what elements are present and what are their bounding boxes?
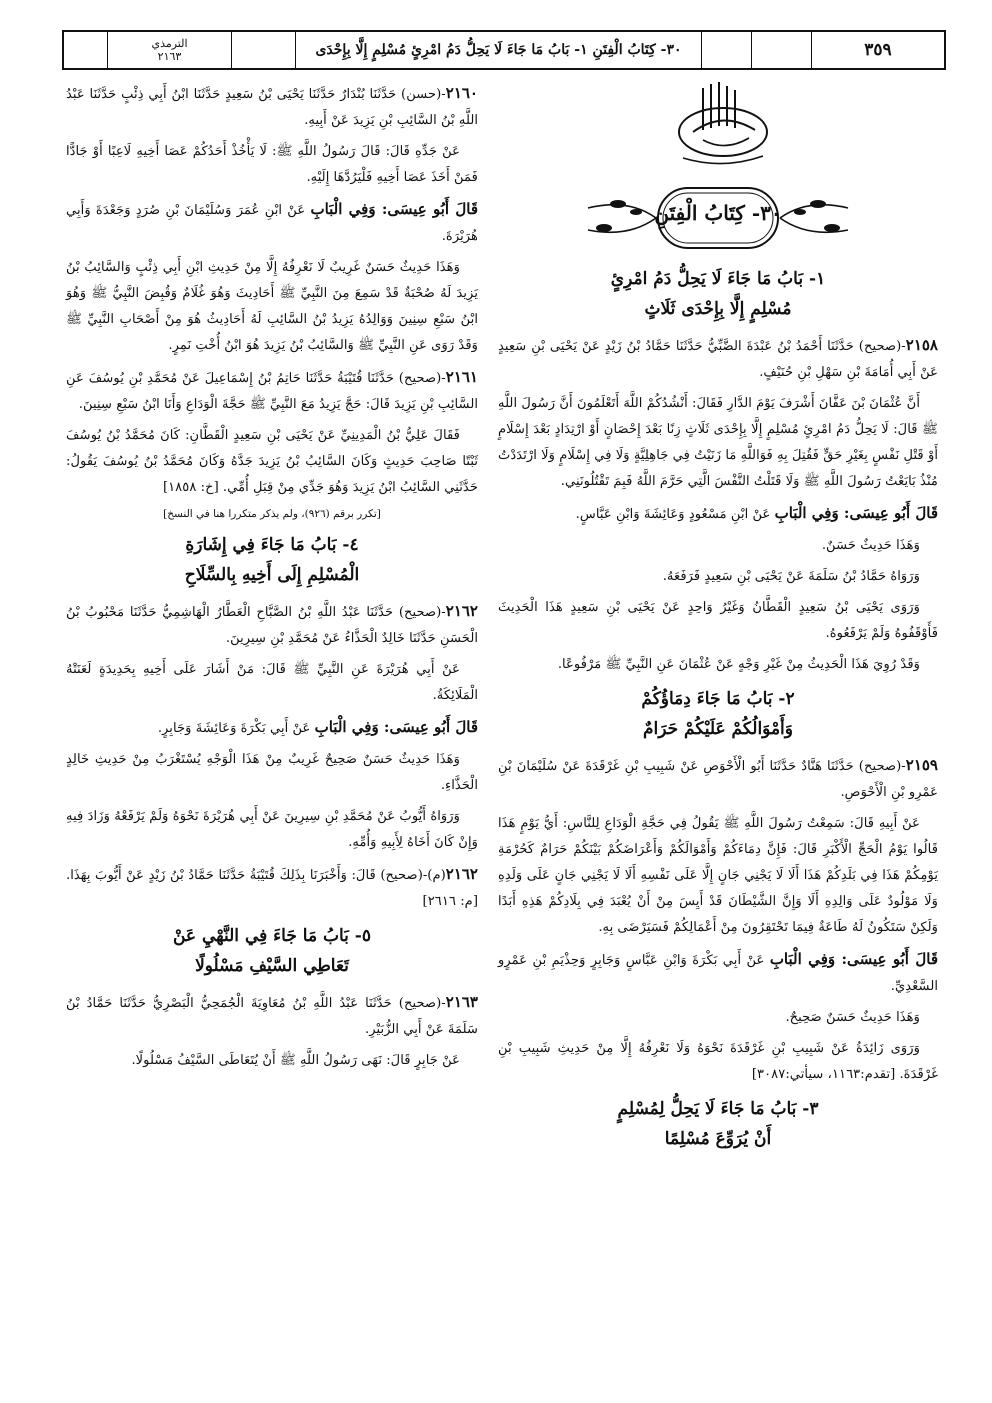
hadith-number: ٢١٦٣	[445, 993, 478, 1011]
chapter-heading	[498, 684, 938, 744]
chapter-heading-line: وَأَمْوَالُكُمْ عَلَيْكُمْ حَرَامٌ	[642, 719, 793, 739]
hadith-grade: وَهَذَا حَدِيثٌ حَسَنٌ صَحِيحٌ غَرِيبٌ مِنْ هَذَا الْوَجْهِ يُسْتَغْرَبُ مِنْ حَدِيثِ خَالِدٍ الْحَذَّاءِ.	[66, 752, 478, 793]
chapter-heading	[498, 264, 938, 324]
header-hadith-range: ٢١٦٣	[157, 50, 182, 63]
book-title-ornament	[568, 178, 868, 258]
abu-isa-label: قَالَ أَبُو عِيسَى: وَفِي الْبَابِ	[310, 200, 478, 218]
hadith-isnad-text: -(صحيح) حَدَّثَنَا عَبْدُ اللَّهِ بْنُ مُعَاوِيَةَ الْجُمَحِيُّ الْبَصْرِيُّ حَدَّثَنَا حَمَّادُ بْنُ سَلَمَةَ عَنْ أَبِي الزُّبَيْرِ.	[66, 996, 478, 1037]
hadith-number: ٢١٦٢	[445, 602, 478, 620]
header-cell-empty	[702, 32, 752, 68]
chapter-heading-line: ٢- بَابُ مَا جَاءَ دِمَاؤُكُمْ	[641, 689, 795, 709]
abu-isa-comment	[66, 714, 478, 742]
header-tirmidhi-label: الترمذي	[151, 37, 188, 50]
hadith-note: وَرَوَى يَحْيَى بْنُ سَعِيدٍ الْقَطَّانُ وَغَيْرُ وَاحِدٍ عَنْ يَحْيَى بْنِ سَعِيدٍ هَذَا الْحَدِيثَ فَأَوْقَفُوهُ وَلَمْ يَرْفَعُوهُ.	[498, 600, 938, 641]
hadith-grade: وَهَذَا حَدِيثٌ حَسَنٌ.	[821, 538, 920, 553]
header-collection	[108, 32, 232, 68]
page-number: ٣٥٩	[864, 40, 892, 60]
chapter-heading-line: ١- بَابُ مَا جَاءَ لَا يَحِلُّ دَمُ امْرِئٍ	[610, 269, 826, 289]
hadith-note: فَقَالَ عَلِيُّ بْنُ الْمَدِينِيِّ عَنْ يَحْيَى بْنِ سَعِيدٍ الْقَطَّانِ: كَانَ مُحَمَّدُ بْنُ يُوسُفَ ثَبْتًا صَاحِبَ حَدِيثٍ وَكَانَ السَّائِبُ بْنُ يَزِيدَ جَدَّهُ وَكَانَ مُحَمَّدُ بْنُ يُوسُفَ يَقُولُ: حَدَّثَنِي السَّائِبُ ابْنُ يَزِيدَ وَهُوَ جَدِّي مِنْ قِبَلِ أُمِّي. [خ: ١٨٥٨]	[66, 428, 478, 495]
hadith-note: وَرَوَاهُ أَيُّوبُ عَنْ مُحَمَّدِ بْنِ سِيرِينَ عَنْ أَبِي هُرَيْرَةَ نَحْوَهُ وَلَمْ يَرْفَعْهُ وَزَادَ فِيهِ وَإِنْ كَانَ أَخَاهُ لِأَبِيهِ وَأُمِّهِ.	[66, 809, 478, 850]
hadith-grade: وَهَذَا حَدِيثٌ حَسَنٌ صَحِيحٌ.	[785, 1010, 920, 1025]
hadith-isnad-text: -(صحيح) حَدَّثَنَا أَحْمَدُ بْنُ عَبْدَةَ الضَّبِّيُّ حَدَّثَنَا حَمَّادُ بْنُ زَيْدٍ عَنْ يَحْيَى بْنِ سَعِيدٍ عَنْ أَبِي أُمَامَةَ بْنِ سَهْلِ بْنِ حُنَيْفٍ.	[498, 339, 938, 380]
chapter-heading-line: ٥- بَابُ مَا جَاءَ فِي النَّهْيِ عَنْ	[172, 926, 371, 946]
abu-isa-label: قَالَ أَبُو عِيسَى: وَفِي الْبَابِ	[769, 950, 938, 968]
hadith-isnad	[498, 332, 938, 386]
chapter-heading	[66, 530, 478, 590]
hadith-number: ٢١٦١	[445, 368, 478, 386]
header-title: ٣٠- كِتَابُ الْفِتَنِ ١- بَابُ مَا جَاءَ لَا يَحِلُّ دَمُ امْرِئٍ مُسْلِمٍ إِلَّا بِإِحْدَى	[296, 32, 702, 68]
hadith-note: وَرَوَى زَائِدَةُ عَنْ شَبِيبِ بْنِ غَرْقَدَةَ نَحْوَهُ وَلَا نَعْرِفُهُ إِلَّا مِنْ حَدِيثِ شَبِيبِ بْنِ غَرْقَدَةَ. [تقدم:١١٦٣، سيأتي:٣٠٨٧]	[498, 1041, 938, 1082]
hadith-isnad	[66, 80, 478, 134]
left-column	[66, 80, 478, 1079]
abu-isa-label: قَالَ أَبُو عِيسَى: وَفِي الْبَابِ	[774, 504, 938, 522]
basmala-calligraphy-icon	[663, 80, 773, 170]
bab-narrators: عَنْ أَبِي بَكْرَةَ وَابْنِ عَبَّاسٍ وَجَابِرٍ وَحِذْيَمِ بْنِ عَمْرٍو السَّعْدِيِّ.	[498, 953, 938, 994]
header-cell-empty	[232, 32, 296, 68]
bab-narrators: عَنْ ابْنِ عُمَرَ وَسُلَيْمَانَ بْنِ صُرَدٍ وَجَعْدَةَ وَأَبِي هُرَيْرَةَ.	[66, 203, 478, 244]
hadith-isnad-text: -(حسن) حَدَّثَنَا بُنْدَارٌ حَدَّثَنَا يَحْيَى بْنُ سَعِيدٍ حَدَّثَنَا ابْنُ أَبِي ذِئْبٍ حَدَّثَنَا عَبْدُ اللَّهِ بْنُ السَّائِبِ بْنِ يَزِيدَ عَنْ أَبِيهِ.	[66, 87, 478, 128]
hadith-number: ٢١٦٠	[445, 84, 478, 102]
running-header	[62, 30, 946, 70]
hadith-matn: أَنَّ عُثْمَانَ بْنَ عَفَّانَ أَشْرَفَ يَوْمَ الدَّارِ فَقَالَ: أَنْشُدُكُمْ اللَّهَ أَتَعْلَمُونَ أَنَّ رَسُولَ اللَّهِ ﷺ قَالَ: لَا يَحِلُّ دَمُ امْرِئٍ مُسْلِمٍ إِلَّا بِإِحْدَى ثَلَاثٍ زِنًا بَعْدَ إِحْصَانٍ أَوْ ارْتِدَادٍ بَعْدَ إِسْلَامٍ أَوْ قَتْلِ نَفْسٍ بِغَيْرِ حَقٍّ فَقُتِلَ بِهِ فَوَاللَّهِ مَا زَنَيْتُ فِي جَاهِلِيَّةٍ وَلَا فِي إِسْلَامٍ وَلَا ارْتَدَدْتُ مُنْذُ بَايَعْتُ رَسُولَ اللَّهِ ﷺ وَلَا قَتَلْتُ النَّفْسَ الَّتِي حَرَّمَ اللَّهُ فَبِمَ تَقْتُلُونَنِي.	[498, 396, 938, 489]
book-title: ٣٠- كِتَابُ الْفِتَنِ	[654, 201, 782, 225]
hadith-matn: عَنْ جَدِّهِ قَالَ: قَالَ رَسُولُ اللَّهِ ﷺ: لَا يَأْخُذْ أَحَدُكُمْ عَصَا أَخِيهِ لَاعِبًا أَوْ جَادًّا فَمَنْ أَخَذَ عَصَا أَخِيهِ فَلْيَرُدَّهَا إِلَيْهِ.	[66, 144, 478, 185]
hadith-isnad	[498, 752, 938, 806]
hadith-matn: عَنْ أَبِي هُرَيْرَةَ عَنِ النَّبِيِّ ﷺ قَالَ: مَنْ أَشَارَ عَلَى أَخِيهِ بِحَدِيدَةٍ لَعَنَتْهُ الْمَلَائِكَةُ.	[66, 662, 478, 703]
chapter-heading-line: الْمُسْلِمِ إِلَى أَخِيهِ بِالسِّلَاحِ	[184, 565, 360, 585]
hadith-matn: عَنْ جَابِرٍ قَالَ: نَهَى رَسُولُ اللَّهِ ﷺ أَنْ يُتَعَاطَى السَّيْفُ مَسْلُولًا.	[131, 1053, 460, 1068]
hadith-isnad	[66, 989, 478, 1043]
hadith-note: وَقَدْ رُوِيَ هَذَا الْحَدِيثُ مِنْ غَيْرِ وَجْهٍ عَنْ عُثْمَانَ عَنِ النَّبِيِّ ﷺ مَرْفُوعًا.	[557, 657, 920, 672]
bracket-note: [تكرر برقم (٩٢٦)، ولم يذكر متكررا هنا في النسخ]	[163, 508, 381, 520]
chapter-heading-line: ٣- بَابُ مَا جَاءَ لَا يَحِلُّ لِمُسْلِمٍ	[617, 1099, 819, 1119]
hadith-isnad	[66, 364, 478, 418]
hadith-isnad-text: -(صحيح) حَدَّثَنَا هَنَّادٌ حَدَّثَنَا أَبُو الْأَحْوَصِ عَنْ شَبِيبِ بْنِ غَرْقَدَةَ عَنْ سُلَيْمَانَ بْنِ عَمْرِو بْنِ الْأَحْوَصِ.	[498, 759, 938, 800]
chapter-heading	[498, 1094, 938, 1154]
abu-isa-comment	[498, 500, 938, 528]
chapter-heading-line: ٤- بَابُ مَا جَاءَ فِي إِشَارَةِ	[185, 535, 359, 555]
abu-isa-comment	[498, 946, 938, 1000]
header-cell-empty	[64, 32, 108, 68]
hadith-number: ٢١٦٢	[445, 865, 478, 883]
chapter-heading-line: تَعَاطِي السَّيْفِ مَسْلُولًا	[195, 956, 349, 976]
right-column	[498, 80, 938, 1162]
hadith-grade: وَهَذَا حَدِيثٌ حَسَنٌ غَرِيبٌ لَا نَعْرِفُهُ إِلَّا مِنْ حَدِيثِ ابْنِ أَبِي ذِئْبٍ وَالسَّائِبُ بْنُ يَزِيدَ لَهُ صُحْبَةٌ قَدْ سَمِعَ مِنَ النَّبِيِّ ﷺ أَحَادِيثَ وَهُوَ غُلَامٌ وَقُبِضَ النَّبِيُّ ﷺ وَهُوَ ابْنُ سَبْعِ سِنِينَ وَوَالِدُهُ يَزِيدُ بْنُ السَّائِبِ لَهُ أَحَادِيثُ هُوَ مِنْ أَصْحَابِ النَّبِيِّ ﷺ وَقَدْ رَوَى عَنِ النَّبِيِّ ﷺ وَالسَّائِبُ بْنُ يَزِيدَ هُوَ ابْنُ أُخْتِ نَمِرٍ.	[66, 260, 478, 353]
hadith-isnad	[66, 598, 478, 652]
chapter-heading-line: أَنْ يُرَوِّعَ مُسْلِمًا	[664, 1129, 772, 1149]
hadith-number: ٢١٥٩	[905, 756, 938, 774]
abu-isa-comment	[66, 196, 478, 250]
hadith-number: ٢١٥٨	[905, 336, 938, 354]
header-cell-empty	[752, 32, 812, 68]
chapter-heading-line: مُسْلِمٍ إِلَّا بِإِحْدَى ثَلَاثٍ	[644, 299, 792, 319]
hadith-matn: عَنْ أَبِيهِ قَالَ: سَمِعْتُ رَسُولَ اللَّهِ ﷺ يَقُولُ فِي حَجَّةِ الْوَدَاعِ لِلنَّاسِ: أَيُّ يَوْمٍ هَذَا قَالُوا يَوْمُ الْحَجِّ الْأَكْبَرِ قَالَ: فَإِنَّ دِمَاءَكُمْ وَأَمْوَالَكُمْ وَأَعْرَاضَكُمْ بَيْنَكُمْ حَرَامٌ كَحُرْمَةِ يَوْمِكُمْ هَذَا فِي بَلَدِكُمْ هَذَا أَلَا لَا يَجْنِي جَانٍ إِلَّا عَلَى نَفْسِهِ أَلَا لَا يَجْنِي جَانٍ عَلَى وَلَدِهِ وَلَا مَوْلُودٌ عَلَى وَالِدِهِ أَلَا وَإِنَّ الشَّيْطَانَ قَدْ أَيِسَ مِنْ أَنْ يُعْبَدَ فِي بِلَادِكُمْ هَذِهِ أَبَدًا وَلَكِنْ سَتَكُونُ لَهُ طَاعَةٌ فِيمَا تَحْتَقِرُونَ مِنْ أَعْمَالِكُمْ فَسَيَرْضَى بِهِ.	[498, 816, 938, 935]
chapter-heading	[66, 921, 478, 981]
abu-isa-label: قَالَ أَبُو عِيسَى: وَفِي الْبَابِ	[314, 718, 478, 736]
hadith-isnad	[66, 861, 478, 915]
hadith-text: -(صحيح) حَدَّثَنَا قُتَيْبَةُ حَدَّثَنَا حَاتِمُ بْنُ إِسْمَاعِيلَ عَنْ مُحَمَّدِ بْنِ يُوسُفَ عَنِ السَّائِبِ بْنِ يَزِيدَ قَالَ: حَجَّ يَزِيدُ مَعَ النَّبِيِّ ﷺ حَجَّةَ الْوَدَاعِ وَأَنَا ابْنُ سَبْعِ سِنِينَ.	[66, 371, 478, 412]
hadith-text: (م)-(صحيح) قَالَ: وَأَخْبَرَنَا بِذَلِكَ قُتَيْبَةُ حَدَّثَنَا حَمَّادُ بْنُ زَيْدٍ عَنْ أَيُّوبَ بِهَذَا. [م: ٢٦١٦]	[66, 868, 478, 909]
hadith-note: وَرَوَاهُ حَمَّادُ بْنُ سَلَمَةَ عَنْ يَحْيَى بْنِ سَعِيدٍ فَرَفَعَهُ.	[662, 569, 920, 584]
hadith-isnad-text: -(صحيح) حَدَّثَنَا عَبْدُ اللَّهِ بْنُ الصَّبَّاحِ الْعَطَّارُ الْهَاشِمِيُّ حَدَّثَنَا مَحْبُوبُ بْنُ الْحَسَنِ حَدَّثَنَا خَالِدٌ الْحَذَّاءُ عَنْ مُحَمَّدِ بْنِ سِيرِينَ.	[66, 605, 478, 646]
bab-narrators: عَنْ ابْنِ مَسْعُودٍ وَعَائِشَةَ وَابْنِ عَبَّاسٍ.	[575, 507, 771, 522]
bab-narrators: عَنْ أَبِي بَكْرَةَ وَعَائِشَةَ وَجَابِرٍ.	[157, 721, 311, 736]
